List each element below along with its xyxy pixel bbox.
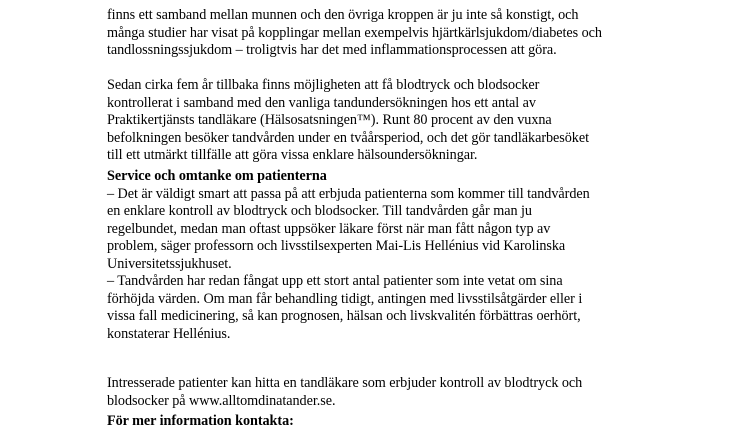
text-line: problem, säger professorn och livsstilsexperten Mai-Lis Hellénius vid Karolinska xyxy=(107,238,566,254)
text-line: Intresserade patienter kan hitta en tandläkare som erbjuder kontroll av blodtryck och xyxy=(107,375,583,392)
intro-paragraph xyxy=(107,7,647,60)
text-line: finns ett samband mellan munnen och den övriga kroppen är ju inte så konstigt, och xyxy=(107,7,579,24)
text-line: vissa fall medicinering, så kan prognosen, hälsan och livskvalitén förbättras oerhört, xyxy=(107,308,581,324)
contact-heading: För mer information kontakta: xyxy=(107,413,294,429)
service-section xyxy=(107,168,647,343)
text-line: – Tandvården har redan fångat upp ett stort antal patienter som inte vetat om sina xyxy=(107,273,563,289)
history-paragraph xyxy=(107,77,647,165)
text-line: blodsocker på www.alltomdinatander.se. xyxy=(107,392,336,409)
text-line: kontrollerat i samband med den vanliga tandundersökningen hos ett antal av xyxy=(107,94,536,111)
text-line: regelbundet, medan man oftast uppsöker läkare först när man fått någon typ av xyxy=(107,220,551,237)
section-heading: Service och omtanke om patienterna xyxy=(107,168,327,184)
text-line: konstaterar Hellénius. xyxy=(107,325,231,342)
text-line: förhöjda värden. Om man får behandling tidigt, antingen med livsstilsåtgärder eller i xyxy=(107,290,583,307)
text-line: Universitetssjukhuset. xyxy=(107,255,232,272)
text-line: befolkningen besöker tandvården under en tvåårsperiod, och det gör tandläkarbesöket xyxy=(107,129,589,146)
text-line: en enklare kontroll av blodtryck och blodsocker. Till tandvården går man ju xyxy=(107,203,532,219)
text-line: Sedan cirka fem år tillbaka finns möjligheten att få blodtryck och blodsocker xyxy=(107,77,540,94)
contact-heading-block xyxy=(107,413,647,431)
text-line: – Det är väldigt smart att passa på att erbjuda patienterna som kommer till tandvården xyxy=(107,185,590,202)
text-line: många studier har visat på kopplingar mellan exempelvis hjärtkärlsjukdom/diabetes och xyxy=(107,24,602,41)
text-line: Praktikertjänsts tandläkare (Hälsosatsningen™). Runt 80 procent av den vuxna xyxy=(107,112,552,129)
text-line: tandlossningssjukdom – troligtvis har det med inflammationsprocessen att göra. xyxy=(107,42,557,59)
text-line: till ett utmärkt tillfälle att göra vissa enklare hälsoundersökningar. xyxy=(107,147,478,164)
info-paragraph xyxy=(107,375,647,410)
